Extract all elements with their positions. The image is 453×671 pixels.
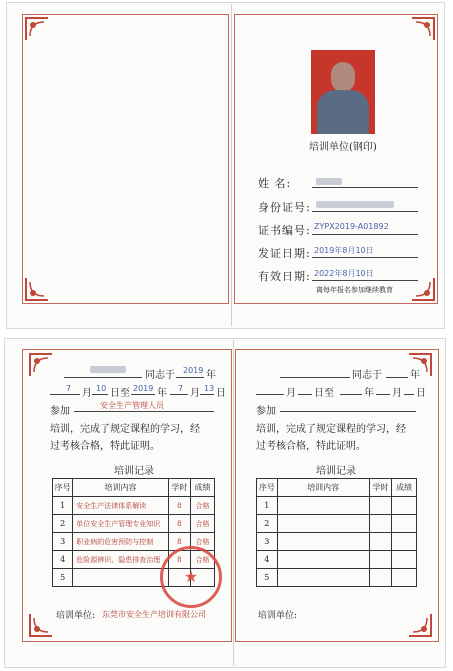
row-hours: 8	[168, 497, 190, 515]
unit-label: 培训单位:	[56, 611, 96, 621]
start-day: 10	[96, 384, 107, 393]
table-row	[53, 515, 215, 533]
month-unit-blank-2: 月	[392, 388, 402, 399]
issue-label: 发证日期:	[258, 247, 311, 260]
row-hours: 8	[168, 551, 190, 569]
table-header-row	[53, 479, 215, 497]
ornament-corner	[28, 352, 54, 378]
table-row	[257, 497, 417, 515]
end-month: 7	[178, 384, 184, 393]
top-left-page	[22, 14, 229, 304]
row-content	[73, 569, 169, 587]
row-no: 2	[53, 515, 73, 533]
row-content: 危险源辨识、隐患排查治理	[73, 551, 169, 569]
header-content: 培训内容	[73, 479, 169, 497]
header-hours: 学时	[168, 479, 190, 497]
day-unit-blank: 日	[416, 388, 426, 399]
table-row	[257, 551, 417, 569]
year-unit-blank: 年	[410, 370, 420, 381]
official-seal: ★	[160, 546, 222, 608]
tongzhi-label: 同志于	[145, 370, 175, 381]
issue-date: 2019年8月10日	[314, 246, 374, 255]
table-row	[257, 515, 417, 533]
row-content: 职业病的危害预防与控制	[73, 533, 169, 551]
header-no: 序号	[53, 479, 73, 497]
top-fold	[231, 4, 232, 326]
record-title-blank: 培训记录	[316, 466, 356, 477]
table-header-row	[257, 479, 417, 497]
cert-number: ZYPX2019-A01892	[314, 222, 389, 231]
header-grade: 成绩	[392, 479, 417, 497]
row-grade: 合格	[190, 497, 214, 515]
ornament-corner	[24, 16, 50, 42]
valid-label: 有效日期:	[258, 270, 311, 283]
year-unit-blank-2: 年	[364, 388, 374, 399]
table-row	[257, 569, 417, 587]
record-title: 培训记录	[114, 466, 154, 477]
training-record-table-blank	[256, 478, 417, 587]
year-unit: 年	[206, 370, 216, 381]
cert-label: 证书编号:	[258, 224, 311, 237]
canjia-label-blank: 参加	[256, 406, 276, 417]
end-day: 13	[204, 384, 215, 393]
row-no: 4	[53, 551, 73, 569]
trainee-name-redacted	[90, 366, 126, 373]
top-footer-note: 离每年报名参加继续教育	[316, 286, 393, 294]
day-unit: 日	[216, 388, 226, 399]
start-month: 7	[66, 384, 72, 393]
day-to-label-blank: 日至	[314, 388, 334, 399]
row-hours: 8	[168, 533, 190, 551]
bottom-fold	[233, 340, 234, 666]
unit-label-blank: 培训单位:	[258, 611, 298, 621]
row-grade: 合格	[190, 533, 214, 551]
row-grade: 合格	[190, 515, 214, 533]
row-content: 安全生产法律体系解读	[73, 497, 169, 515]
day-to-label: 日至	[110, 388, 130, 399]
certify-line-3: 过考核合格，特此证明。	[50, 441, 160, 452]
ornament-corner	[28, 612, 54, 638]
row-no: 1	[257, 497, 278, 515]
year-unit-2: 年	[157, 388, 167, 399]
month-unit-2: 月	[190, 388, 200, 399]
month-unit-blank: 月	[286, 388, 296, 399]
canjia-label: 参加	[50, 406, 70, 417]
row-no: 5	[257, 569, 278, 587]
row-grade: 合格	[190, 551, 214, 569]
header-content: 培训内容	[277, 479, 369, 497]
id-photo	[311, 50, 375, 134]
row-no: 2	[257, 515, 278, 533]
table-row	[53, 497, 215, 515]
certify-line-3-blank: 过考核合格，特此证明。	[256, 441, 366, 452]
table-row	[257, 533, 417, 551]
row-no: 4	[257, 551, 278, 569]
start-year: 2019	[183, 366, 204, 375]
name-label: 姓 名:	[258, 177, 292, 190]
row-hours: 8	[168, 515, 190, 533]
header-no: 序号	[257, 479, 278, 497]
name-value-redacted	[316, 178, 342, 185]
id-value-redacted	[316, 201, 394, 208]
header-grade: 成绩	[190, 479, 214, 497]
header-hours: 学时	[369, 479, 392, 497]
certify-line-2: 培训，完成了规定课程的学习，经	[50, 424, 200, 435]
certify-line-2-blank: 培训，完成了规定课程的学习，经	[256, 424, 406, 435]
end-year: 2019	[133, 384, 154, 393]
course-name: 安全生产管理人员	[100, 401, 164, 410]
ornament-corner	[24, 276, 50, 302]
unit-name: 东莞市安全生产培训有限公司	[102, 610, 206, 619]
photo-caption: 培训单位(钢印)	[309, 142, 377, 153]
tongzhi-label-blank: 同志于	[352, 370, 382, 381]
row-no: 3	[257, 533, 278, 551]
id-label: 身份证号:	[258, 201, 311, 214]
row-no: 1	[53, 497, 73, 515]
ornament-corner	[407, 612, 433, 638]
valid-date: 2022年8月10日	[314, 269, 374, 278]
row-content: 单位安全生产管理专业知识	[73, 515, 169, 533]
month-unit: 月	[82, 388, 92, 399]
ornament-corner	[410, 16, 436, 42]
row-no: 5	[53, 569, 73, 587]
row-no: 3	[53, 533, 73, 551]
